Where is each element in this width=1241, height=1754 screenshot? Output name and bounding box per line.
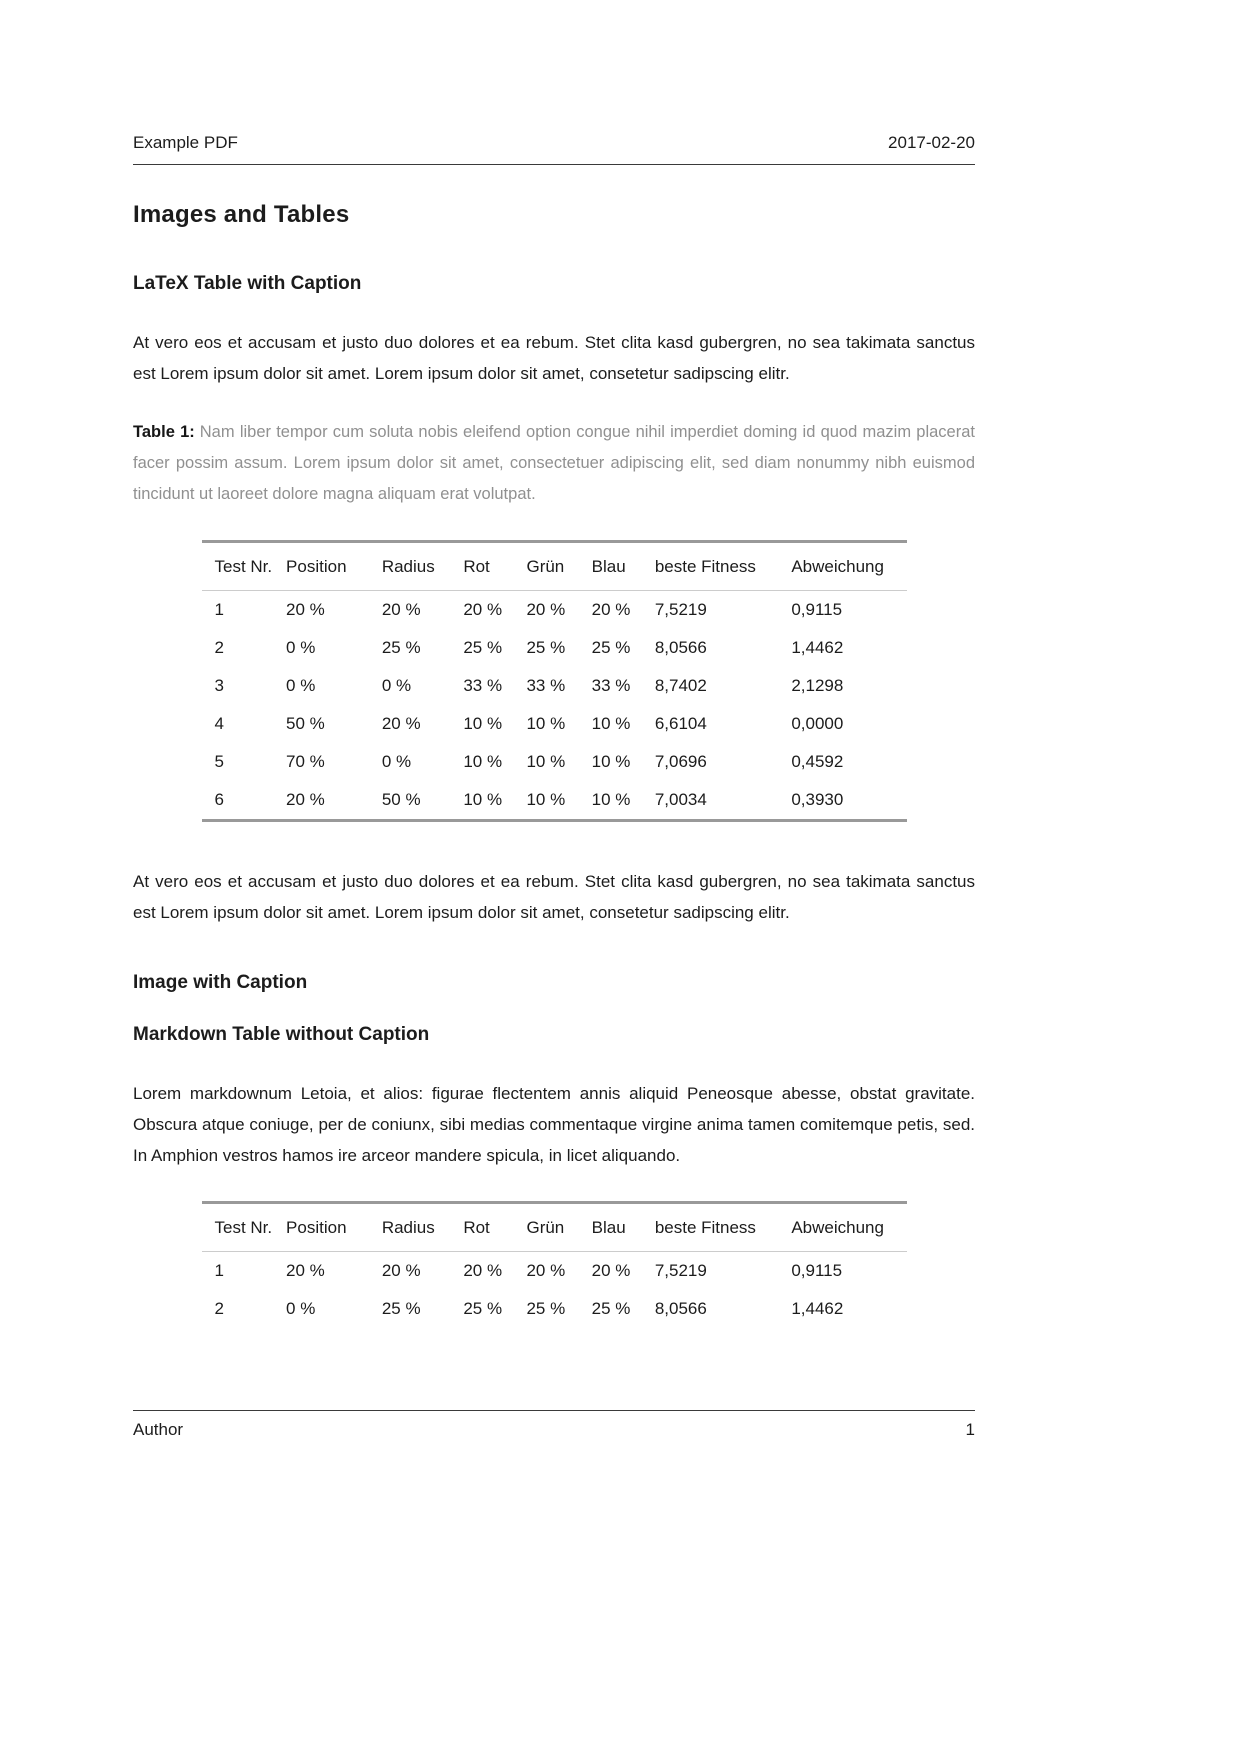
table-cell: 25 % [381,638,421,657]
table-cell: 4 [214,714,224,733]
table-cell: 0,0000 [791,714,844,733]
table-cell: 10 % [591,714,631,733]
table-cell: 0,9115 [791,1261,843,1280]
table-row [202,629,907,667]
table-cell: 7,0696 [654,752,707,771]
header-date: 2017-02-20 [888,133,975,152]
section-heading-latex-table: LaTeX Table with Caption [133,273,362,294]
table-cell: 25 % [381,1299,421,1318]
table-cell: 2,1298 [791,676,844,695]
page-footer [133,1410,975,1440]
section-heading-image: Image with Caption [133,972,308,993]
table-header-cell: Rot [463,1218,490,1237]
table-cell: 70 % [286,752,325,771]
table-cell: 10 % [591,752,631,771]
table-cell: 25 % [591,1299,631,1318]
table-cell: 25 % [526,638,566,657]
table-cell: 8,0566 [654,1299,707,1318]
table-header-cell: Abweichung [791,557,884,576]
table-cell: 6,6104 [654,714,707,733]
table-caption-label: Table 1: [133,423,195,441]
table-cell: 20 % [463,1261,503,1280]
table-cell: 2 [214,638,224,657]
table-cell: 1,4462 [791,638,844,657]
table-cell: 20 % [286,1261,325,1280]
page-title: Images and Tables [133,201,350,228]
table-cell: 1 [214,600,224,619]
paragraph-markdown: Lorem markdownum Letoia, et alios: figurae flectentem annis aliquid Peneosque abesse, obstat gravitate. Obscura atque coniuge, per de coniunx, sibi medias commentaque virgine anima tamen comitemque petis, sed. In Amphion vestros hamos ire arceor mandere spicula, in licet aliquando. [133,1084,975,1165]
table-cell: 0,3930 [791,790,844,809]
table-cell: 10 % [526,752,566,771]
table-header-cell: Blau [591,1218,626,1237]
table-cell: 1 [214,1261,224,1280]
table-row [202,705,907,743]
table-cell: 20 % [286,790,325,809]
table-cell: 5 [214,752,224,771]
table-cell: 50 % [286,714,325,733]
table-header-row [202,542,907,591]
table-cell: 10 % [591,790,631,809]
table-caption-text: Nam liber tempor cum soluta nobis eleifend option congue nihil imperdiet doming id quod mazim placerat facer possim assum. Lorem ipsum dolor sit amet, consectetuer adipiscing elit, sed diam nonummy nibh euismod tincidunt ut laoreet dolore magna aliquam erat volutpat. [133,423,975,503]
table-cell: 25 % [463,1299,503,1318]
table-cell: 50 % [381,790,421,809]
table-cell: 20 % [286,600,325,619]
table-cell: 0,4592 [791,752,844,771]
table-header-cell: Test Nr. [214,557,273,576]
table-cell: 7,5219 [654,600,707,619]
table-header-cell: beste Fitness [654,557,756,576]
table-cell: 0 % [286,676,316,695]
table-cell: 10 % [463,790,503,809]
table-cell: 20 % [526,600,566,619]
table-cell: 20 % [381,600,421,619]
table-cell: 33 % [526,676,566,695]
table-cell: 0 % [286,638,316,657]
table-cell: 6 [214,790,224,809]
markdown-table [202,1201,907,1328]
table-cell: 33 % [591,676,631,695]
table-cell: 7,5219 [654,1261,707,1280]
table-header-cell: Grün [526,557,565,576]
table-cell: 1,4462 [791,1299,844,1318]
table-header-cell: Radius [381,1218,435,1237]
table-header-cell: Grün [526,1218,565,1237]
paragraph-after-table: At vero eos et accusam et justo duo dolores et ea rebum. Stet clita kasd gubergren, no sea takimata sanctus est Lorem ipsum dolor sit amet. Lorem ipsum dolor sit amet, consetetur sadipscing elitr. [133,872,975,922]
table-cell: 10 % [463,714,503,733]
table-header-row [202,1203,907,1252]
table-header-cell: Abweichung [791,1218,884,1237]
page-content [133,133,975,1328]
table-cell: 20 % [463,600,503,619]
table-header-cell: Radius [381,557,435,576]
footer-page-number: 1 [965,1420,975,1439]
table-caption [133,417,975,510]
table-row [202,667,907,705]
table-header-cell: beste Fitness [654,1218,756,1237]
table-cell: 25 % [526,1299,566,1318]
table-cell: 0,9115 [791,600,843,619]
table-cell: 0 % [381,676,412,695]
paragraph-intro: At vero eos et accusam et justo duo dolores et ea rebum. Stet clita kasd gubergren, no sea takimata sanctus est Lorem ipsum dolor sit amet. Lorem ipsum dolor sit amet, consetetur sadipscing elitr. [133,333,975,383]
table-header-cell: Position [286,557,347,576]
table-cell: 8,0566 [654,638,707,657]
table-cell: 20 % [591,1261,631,1280]
page-header [133,133,975,165]
table-cell: 20 % [381,1261,421,1280]
table-cell: 20 % [526,1261,566,1280]
latex-table [202,540,907,822]
table-cell: 2 [214,1299,224,1318]
table-cell: 3 [214,676,224,695]
table-cell: 20 % [381,714,421,733]
table-cell: 33 % [463,676,503,695]
table-row [202,1290,907,1328]
table-cell: 7,0034 [654,790,707,809]
section-heading-markdown-table: Markdown Table without Caption [133,1024,430,1045]
table-row [202,1252,907,1291]
header-document-title: Example PDF [133,133,238,152]
table-row [202,591,907,630]
table-header-cell: Rot [463,557,490,576]
table-row [202,781,907,821]
table-cell: 0 % [286,1299,316,1318]
table-cell: 25 % [463,638,503,657]
table-cell: 0 % [381,752,412,771]
table-header-cell: Position [286,1218,347,1237]
table-cell: 10 % [526,714,566,733]
table-cell: 10 % [526,790,566,809]
table-cell: 20 % [591,600,631,619]
table-row [202,743,907,781]
table-cell: 10 % [463,752,503,771]
table-cell: 8,7402 [654,676,707,695]
table-header-cell: Blau [591,557,626,576]
table-cell: 25 % [591,638,631,657]
footer-author: Author [133,1420,184,1439]
table-header-cell: Test Nr. [214,1218,273,1237]
